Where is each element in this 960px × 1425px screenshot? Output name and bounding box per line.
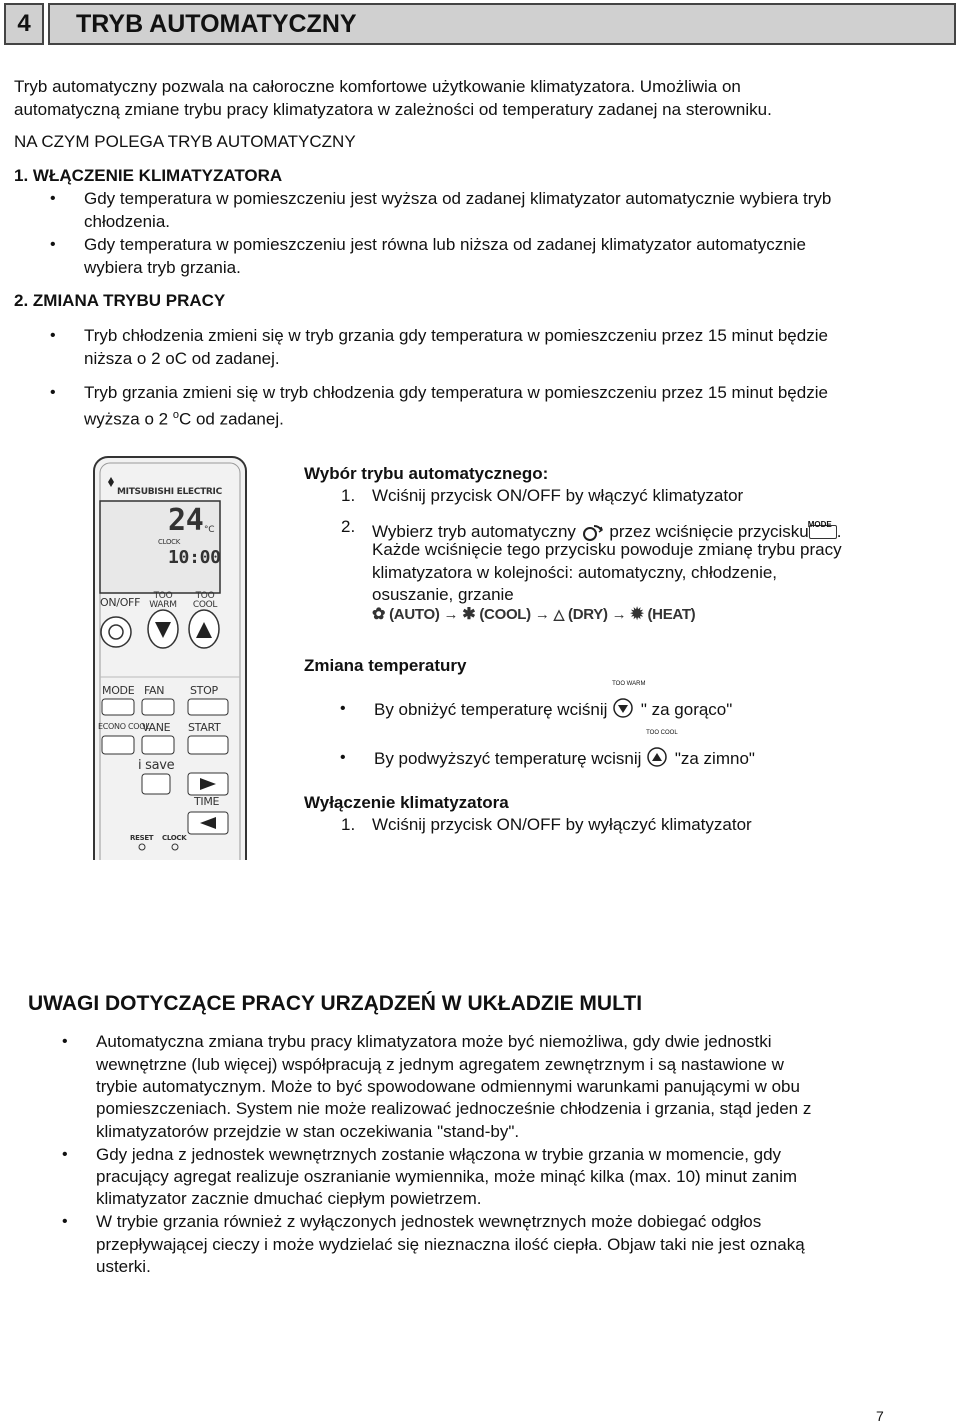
auto-select-title: Wybór trybu automatycznego:: [304, 464, 549, 483]
auto-select-step2-number: 2.: [341, 517, 356, 536]
auto-select-step2-line3: klimatyzatora w kolejności: automatyczny, chłodzenie,: [372, 563, 778, 582]
auto-select-step1: Wciśnij przycisk ON/OFF by włączyć klimatyzator: [372, 486, 744, 505]
multi-p1-line1: • Automatyczna zmiana trybu pracy klimatyzatora może być niemożliwa, gdy dwie jednostki: [96, 1030, 922, 1053]
sec1-title: 1. WŁĄCZENIE KLIMATYZATORA: [14, 166, 283, 185]
seq-heat-label: (HEAT): [647, 605, 696, 623]
multi-p3-line2: przepływającej cieczy i może wydzielać się nieznaczna ilość ciepła. Objaw taki nie jest oznaką: [96, 1235, 805, 1254]
sec1-bullet2-line1: • Gdy temperatura w pomieszczeniu jest równa lub niższa od zadanej klimatyzator automatycznie: [84, 233, 956, 256]
auto-select-step2: Wybierz tryb automatyczny przez wciśnięcie przyciskuMODE .: [372, 515, 841, 544]
sec1-bullet2-line2: wybiera tryb grzania.: [84, 258, 241, 277]
multi-p1-line4: pomieszczeniach. System nie może realizować jednocześnie chłodzenia i grzania, stąd jeden z: [96, 1099, 812, 1118]
sec2-bullet1-line1: • Tryb chłodzenia zmieni się w tryb grzania gdy temperatura w pomieszczeniu przez 15 minut będzie: [84, 324, 956, 347]
temp-change-bullet2: • By podwyższyć temperaturę wcisnij TOO COOL "za zimno": [374, 746, 755, 770]
remote-brand: MITSUBISHI ELECTRIC: [117, 487, 222, 497]
temp-change-title: Zmiana temperatury: [304, 656, 467, 675]
auto-select-step2-line4: osuszanie, grzanie: [372, 585, 514, 604]
remote-control-illustration: [92, 455, 248, 860]
section-number: 4: [4, 3, 44, 45]
auto-select-step2-line2: Każde wciśnięcie tego przycisku powoduje zmianę trybu pracy: [372, 540, 842, 559]
off-step1: Wciśnij przycisk ON/OFF by wyłączyć klimatyzator: [372, 815, 752, 834]
multi-title: UWAGI DOTYCZĄCE PRACY URZĄDZEŃ W UKŁADZIE MULTI: [28, 992, 643, 1015]
arrow-right-icon: →: [611, 605, 627, 623]
sec2-bullet2-line1: • Tryb grzania zmieni się w tryb chłodzenia gdy temperatura w pomieszczeniu przez 15 minut będzie: [84, 381, 956, 404]
remote-clock-btn-label: CLOCK: [162, 834, 187, 842]
intro-line-2: automatyczną zmiane trybu pracy klimatyzatora w zależności od temperatury zadanej na sterowniku.: [14, 100, 772, 119]
remote-stop-label: STOP: [190, 684, 218, 697]
arrow-right-icon: →: [443, 605, 459, 623]
sec1-bullet1-line1: • Gdy temperatura w pomieszczeniu jest wyższa od zadanej klimatyzator automatycznie wybiera tryb: [84, 187, 956, 210]
multi-p1-line3: trybie automatycznym. Może to być spowodowane odmiennymi warunkami panującymi w obu: [96, 1077, 800, 1096]
sec1-bullet1-line2: chłodzenia.: [84, 212, 171, 231]
remote-isave-label: i save: [138, 758, 175, 773]
too-warm-button-icon: TOO WARM: [612, 697, 636, 719]
cool-mode-icon: ✱: [462, 606, 476, 623]
remote-temp-unit: °C: [204, 525, 215, 535]
multi-p1-line5: klimatyzatorów przejdzie w stan oczekiwania "stand-by".: [96, 1122, 520, 1141]
multi-p2-line3: klimatyzator zacznie dmuchać ciepłym powietrzem.: [96, 1189, 482, 1208]
heat-mode-icon: ✹: [630, 606, 644, 623]
section-header: [4, 3, 956, 45]
sec2-bullet2-line2: wyższa o 2 $^o$C od zadanej.: [84, 409, 284, 429]
arrow-right-icon: →: [534, 605, 550, 623]
remote-vane-label: VANE: [142, 721, 171, 734]
remote-fan-label: FAN: [144, 684, 165, 697]
remote-too-warm-label: TOO WARM: [149, 591, 177, 610]
remote-mode-label: MODE: [102, 684, 135, 697]
sec2-bullet1-line2: niższa o 2 oC od zadanej.: [84, 349, 280, 368]
temp-change-bullet1: • By obniżyć temperaturę wciśnij TOO WARM " za gorąco": [374, 697, 732, 721]
remote-clock-label: CLOCK: [158, 538, 181, 546]
remote-clock: 10:00: [168, 547, 221, 568]
page-number: 7: [876, 1408, 884, 1424]
multi-p2-line2: pracujący agregat realizuje oszranianie wymiennika, może minąć kilka (max. 10) minut zanim: [96, 1167, 798, 1186]
sec2-title: 2. ZMIANA TRYBU PRACY: [14, 291, 226, 310]
seq-cool-label: (COOL): [479, 605, 531, 623]
seq-dry-label: (DRY): [568, 605, 608, 623]
auto-mode-icon: ✿: [372, 606, 386, 623]
off-title: Wyłączenie klimatyzatora: [304, 793, 509, 812]
remote-reset-label: RESET: [130, 834, 154, 842]
how-heading: NA CZYM POLEGA TRYB AUTOMATYCZNY: [14, 132, 356, 151]
seq-auto-label: (AUTO): [389, 605, 440, 623]
multi-p2-line1: • Gdy jedna z jednostek wewnętrznych zostanie włączona w trybie grzania w momencie, gdy: [96, 1143, 922, 1166]
remote-start-label: START: [188, 721, 221, 734]
section-title: TRYB AUTOMATYCZNY: [48, 3, 956, 45]
mode-button-icon: [809, 525, 837, 539]
remote-temp: 24: [168, 503, 204, 538]
dry-mode-icon: △: [553, 605, 565, 622]
multi-p3-line3: usterki.: [96, 1257, 151, 1276]
intro-line-1: Tryb automatyczny pozwala na całoroczne komfortowe użytkowanie klimatyzatora. Umożliwia on: [14, 77, 741, 96]
remote-too-cool-label: TOO COOL: [192, 591, 218, 610]
mode-sequence: [372, 604, 695, 624]
multi-p1-line2: wewnętrzne (lub więcej) współpracują z jednym agregatem zewnętrznym i są nastawione w: [96, 1055, 784, 1074]
remote-onoff-label: ON/OFF: [100, 596, 141, 609]
remote-econo-label: ECONO COOL: [98, 722, 150, 731]
auto-select-step1-number: 1.: [341, 486, 356, 505]
multi-p3-line1: • W trybie grzania również z wyłączonych jednostek wewnętrznych może dobiegać odgłos: [96, 1210, 922, 1233]
too-cool-button-icon: TOO COOL: [646, 746, 670, 768]
remote-time-label: TIME: [194, 795, 220, 808]
off-step1-number: 1.: [341, 815, 356, 834]
